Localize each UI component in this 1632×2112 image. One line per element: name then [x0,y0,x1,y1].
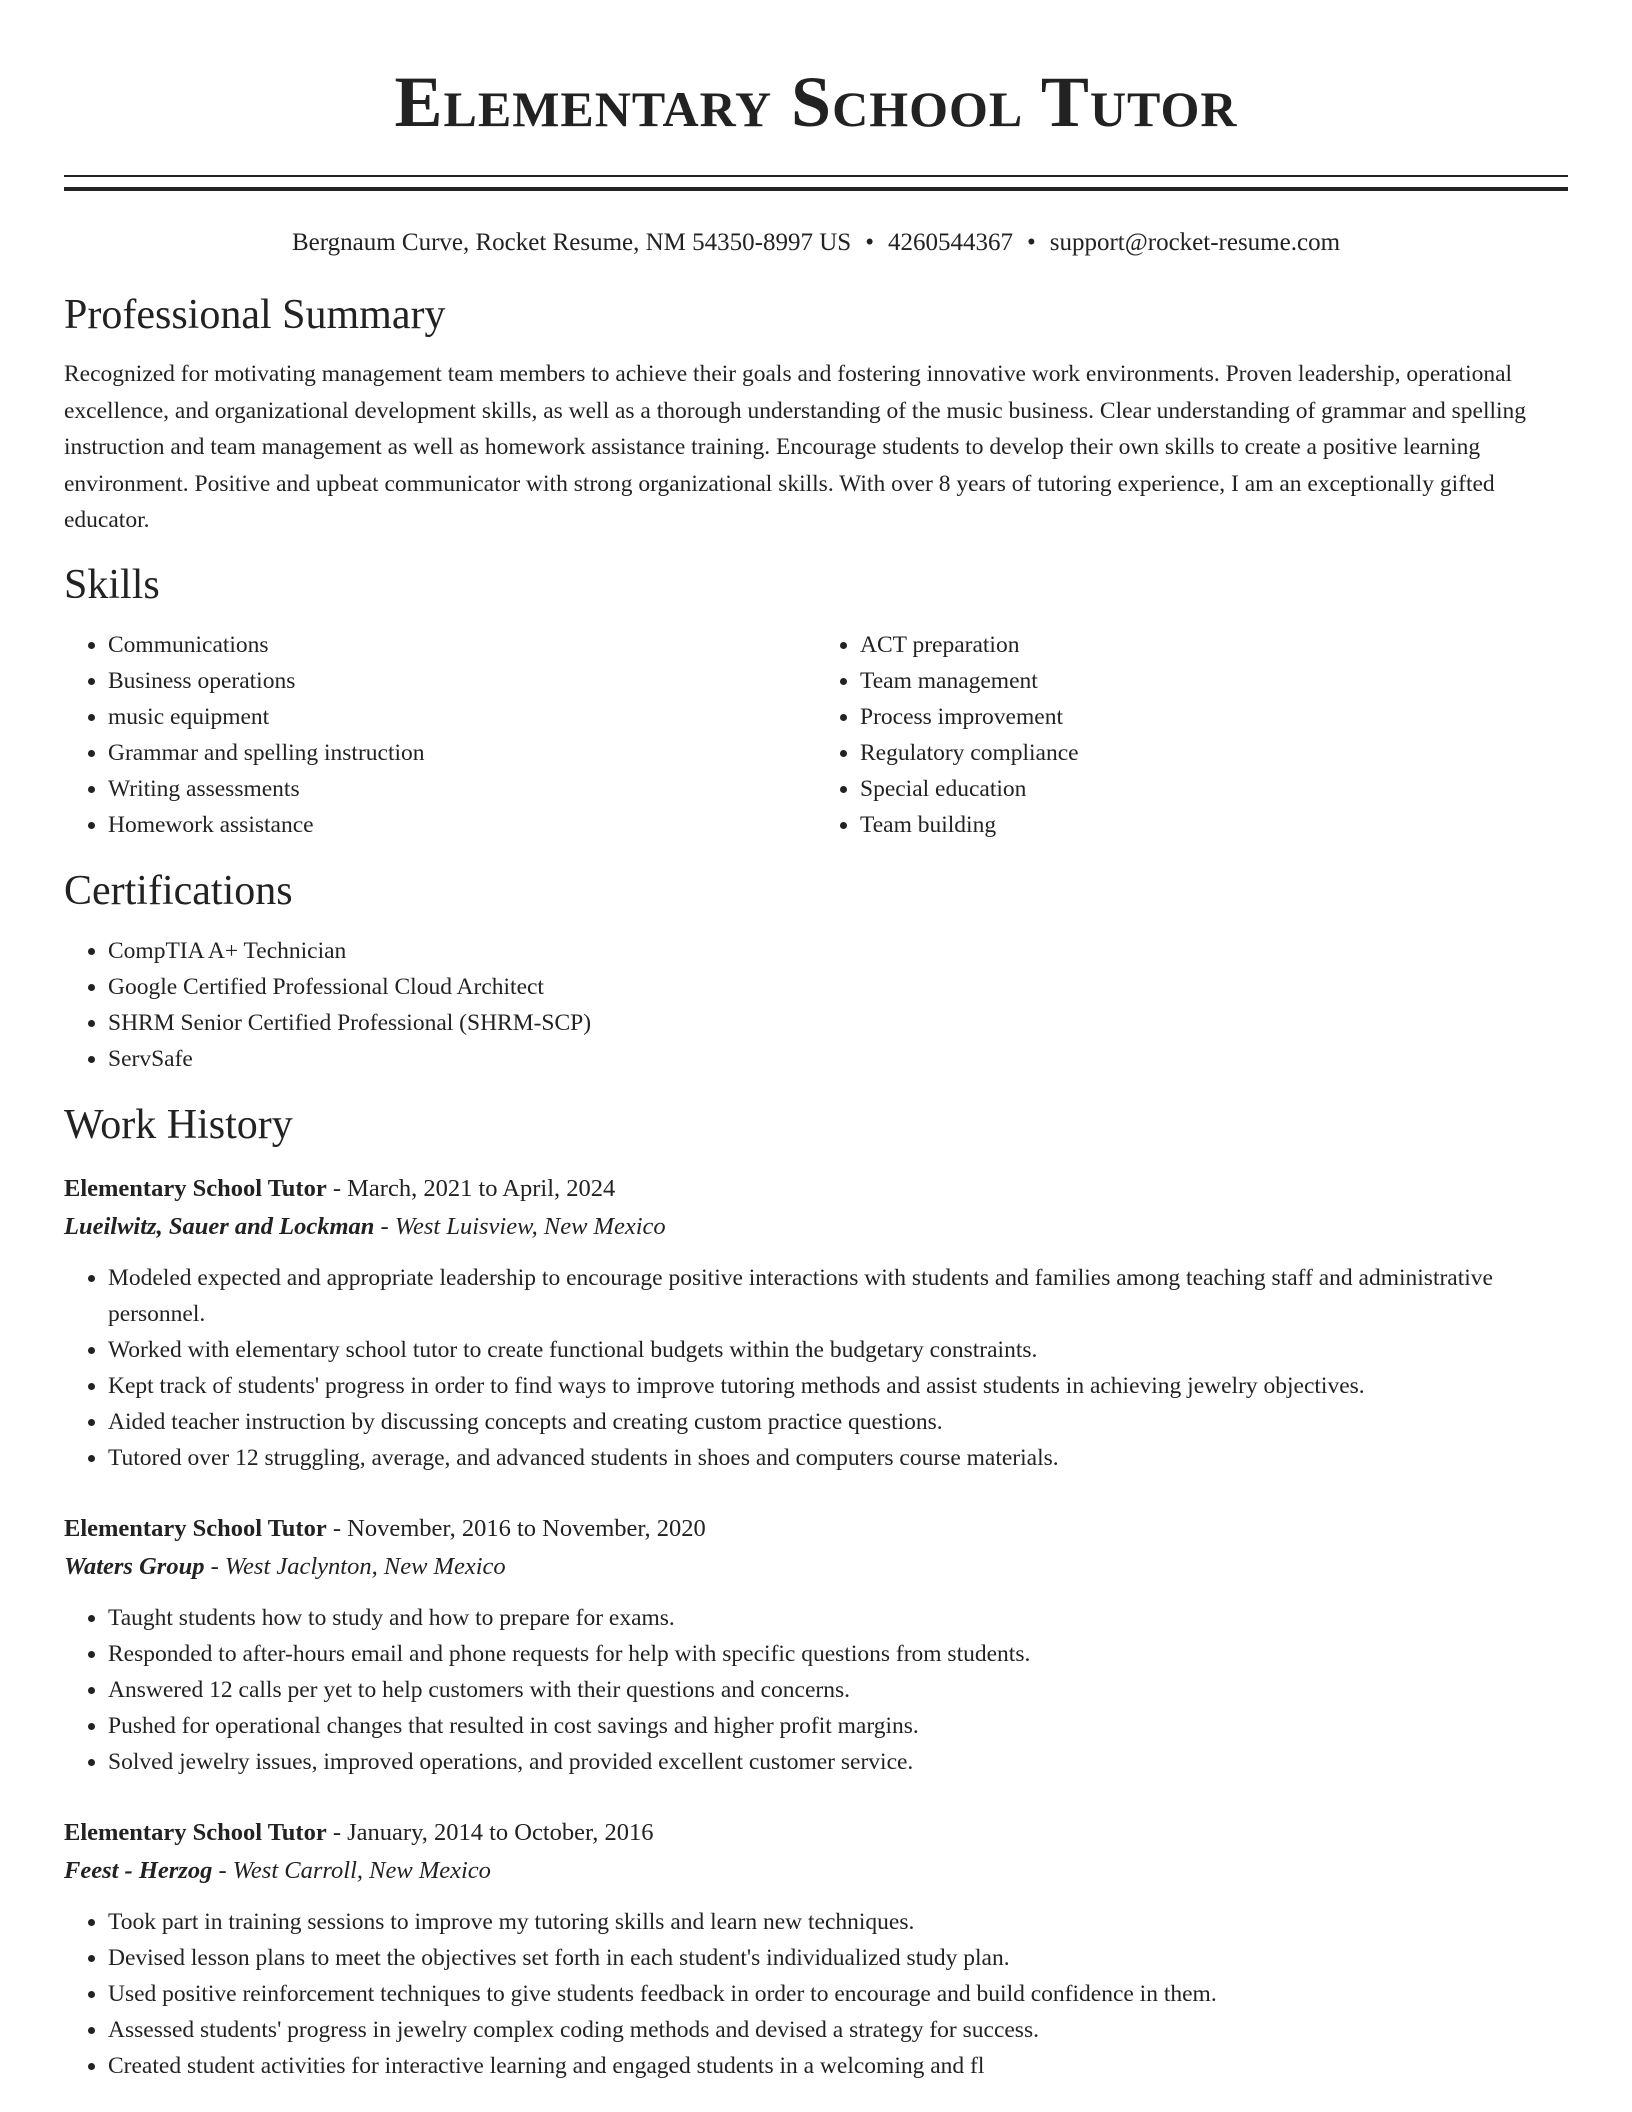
job-entry [64,1814,1568,2084]
job-bullet: • Worked with elementary school tutor to create functional budgets within the budgetary constraints. [108,1332,1568,1368]
skill-item: • ACT preparation [860,627,1568,663]
summary-text: Recognized for motivating management team members to achieve their goals and fostering innovative work environments. Proven leadership, operational excellence, and organizational development skills, as well as a thorough understanding of the music business. Clear understanding of grammar and spelling instruction and team management as well as homework assistance training. Encourage students to develop their own skills to create a positive learning environment. Positive and upbeat communicator with strong organizational skills. With over 8 years of tutoring experience, I am an exceptionally gifted educator. [64,361,1527,533]
contact-email: support@rocket-resume.com [1049,229,1341,256]
job-bullets [64,1600,1568,1780]
job-bullets [64,1260,1568,1476]
job-dash: - [204,1552,225,1580]
skills-list-right [816,627,1568,843]
job-dash: - [326,1174,348,1202]
job-location: West Luisview, New Mexico [394,1212,666,1240]
job-bullet: • Assessed students' progress in jewelry complex coding methods and devised a strategy for success. [108,2012,1568,2048]
job-bullet: • Pushed for operational changes that resulted in cost savings and higher profit margins. [108,1708,1568,1744]
skills-columns [64,627,1568,843]
job-dash: - [326,1514,348,1542]
job-title: Elementary School Tutor [64,1514,327,1542]
job-bullet: • Aided teacher instruction by discussing concepts and creating custom practice questions. [108,1404,1568,1440]
certification-item: • Google Certified Professional Cloud Architect [108,969,1568,1005]
job-company: Waters Group [64,1552,205,1580]
certifications-list [64,933,1568,1077]
job-dash: - [374,1212,395,1240]
job-title-line [64,1170,1568,1208]
skill-item: • Communications [108,627,816,663]
job-bullet: • Kept track of students' progress in order to find ways to improve tutoring methods and assist students in achieving jewelry objectives. [108,1368,1568,1404]
job-bullet: • Modeled expected and appropriate leadership to encourage positive interactions with students and families among teaching staff and administrative personnel. [108,1260,1568,1332]
job-dates: March, 2021 to April, 2024 [347,1174,616,1202]
skill-item: • Homework assistance [108,807,816,843]
summary-heading: Professional Summary [64,292,446,338]
skill-item: • Writing assessments [108,771,816,807]
skill-item: • Team management [860,663,1568,699]
skill-item: • Team building [860,807,1568,843]
resume-title: Elementary School Tutor [394,62,1238,142]
certifications-heading: Certifications [64,867,293,914]
job-company: Feest - Herzog [64,1856,213,1884]
job-dash: - [212,1856,233,1884]
job-entry [64,1170,1568,1476]
job-company: Lueilwitz, Sauer and Lockman [64,1212,375,1240]
job-bullet: • Created student activities for interactive learning and engaged students in a welcoming and fl [108,2048,1568,2084]
job-title: Elementary School Tutor [64,1174,327,1202]
job-bullet: • Responded to after-hours email and phone requests for help with specific questions from students. [108,1636,1568,1672]
certification-item: • SHRM Senior Certified Professional (SHRM-SCP) [108,1005,1568,1041]
skill-item: • Regulatory compliance [860,735,1568,771]
contact-address: Bergnaum Curve, Rocket Resume, NM 54350-8997 US [291,229,852,256]
contact-separator: • [865,229,874,256]
skill-item: • Grammar and spelling instruction [108,735,816,771]
job-bullet: • Solved jewelry issues, improved operations, and provided excellent customer service. [108,1744,1568,1780]
job-company-line [64,1208,1568,1246]
job-bullet: • Answered 12 calls per yet to help customers with their questions and concerns. [108,1672,1568,1708]
contact-separator: • [1026,229,1036,256]
job-location: West Jaclynton, New Mexico [224,1552,506,1580]
certification-item: • ServSafe [108,1041,1568,1077]
skill-item: • Business operations [108,663,816,699]
skill-item: • music equipment [108,699,816,735]
job-bullets [64,1904,1568,2084]
job-title: Elementary School Tutor [64,1818,327,1846]
work-history-heading: Work History [64,1101,293,1148]
job-entry [64,1510,1568,1780]
contact-phone: 4260544367 [887,229,1013,256]
job-bullet: • Devised lesson plans to meet the objectives set forth in each student's individualized study plan. [108,1940,1568,1976]
job-bullet: • Took part in training sessions to improve my tutoring skills and learn new techniques. [108,1904,1568,1940]
job-bullet: • Taught students how to study and how to prepare for exams. [108,1600,1568,1636]
skills-list-left [64,627,816,843]
job-title-line [64,1510,1568,1548]
job-title-line [64,1814,1568,1852]
job-dates: January, 2014 to October, 2016 [347,1818,654,1846]
job-bullet: • Tutored over 12 struggling, average, and advanced students in shoes and computers course materials. [108,1440,1568,1476]
job-dates: November, 2016 to November, 2020 [347,1514,706,1542]
job-company-line [64,1852,1568,1890]
job-company-line [64,1548,1568,1586]
skill-item: • Process improvement [860,699,1568,735]
job-dash: - [326,1818,348,1846]
certification-item: • CompTIA A+ Technician [108,933,1568,969]
job-bullet: • Used positive reinforcement techniques to give students feedback in order to encourage and build confidence in them. [108,1976,1568,2012]
title-divider [64,175,1568,191]
skills-heading: Skills [64,561,160,608]
job-location: West Carroll, New Mexico [232,1856,491,1884]
contact-line [64,227,1568,259]
skill-item: • Special education [860,771,1568,807]
